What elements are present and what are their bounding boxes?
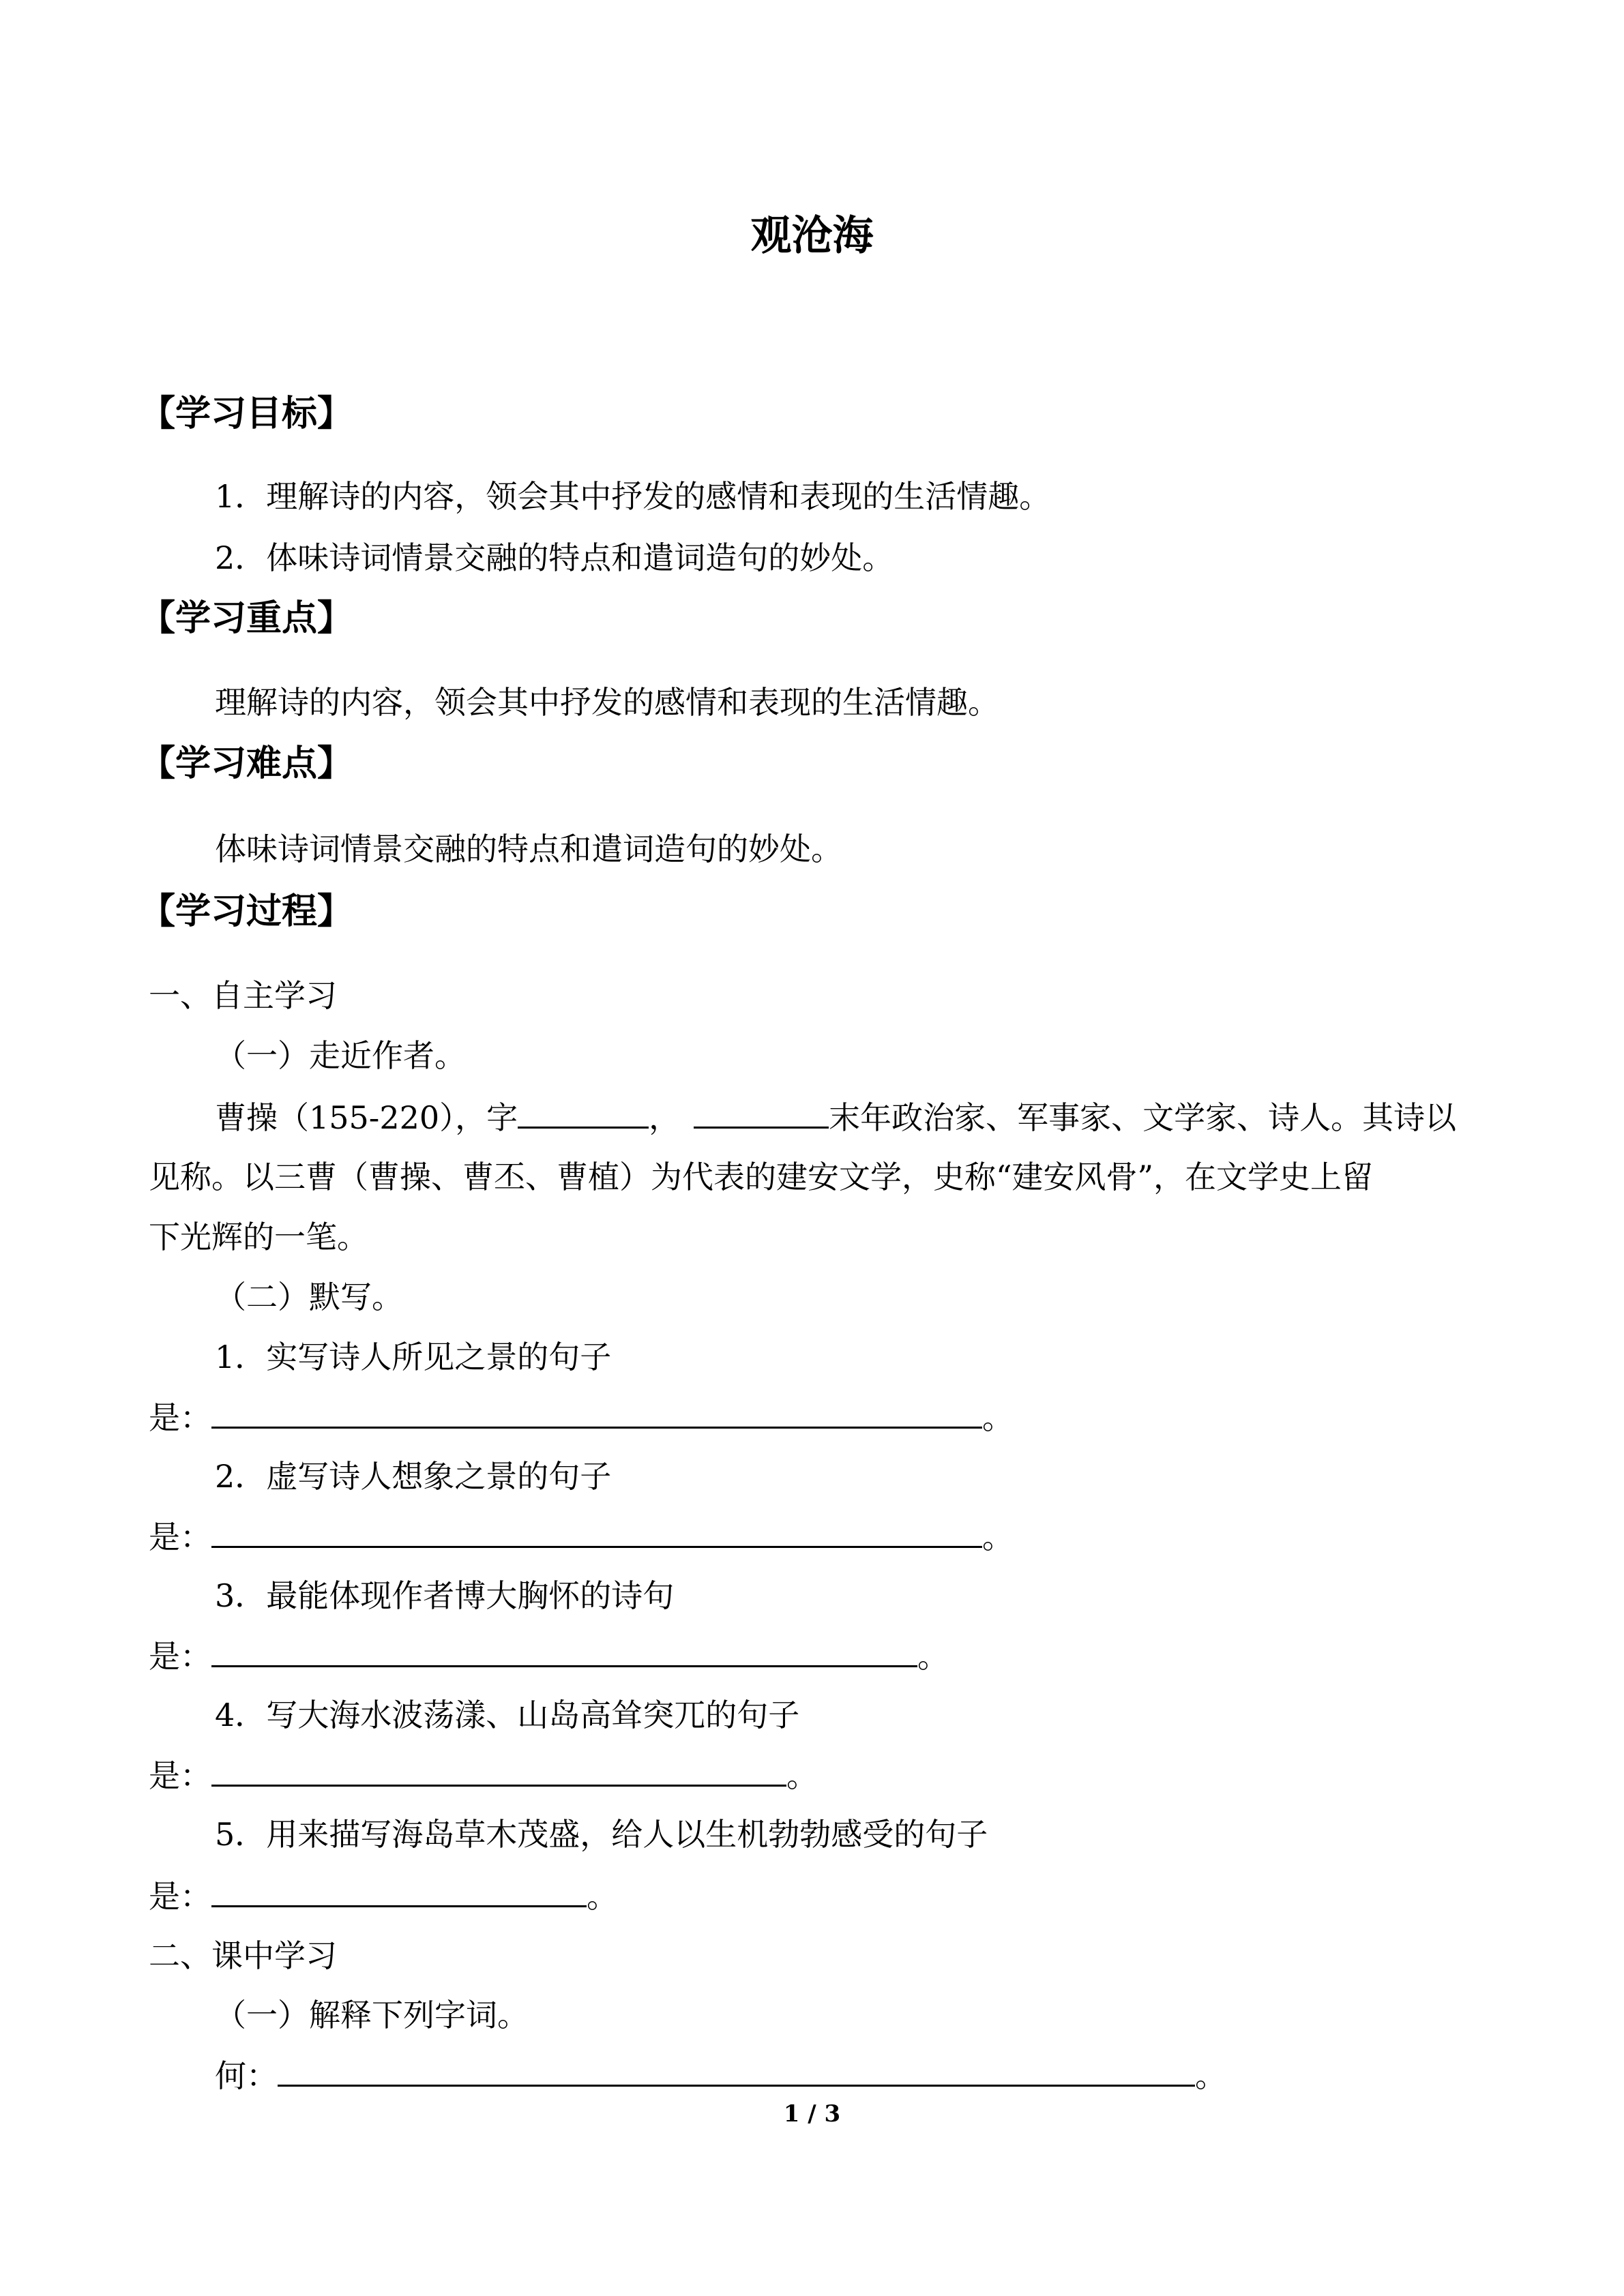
part1-sub2: （二）默写。 [215,1279,403,1315]
answer-blank-3[interactable] [211,1635,917,1667]
part1-heading: 一、自主学习 [149,977,337,1014]
key-points-text: 理解诗的内容，领会其中抒发的感情和表现的生活情趣。 [215,684,999,721]
dynasty-blank[interactable] [694,1097,829,1129]
heading-key-points: 【学习重点】 [140,598,353,639]
author-line-1-text-c: 末年政治家、军事家、文学家、诗人。其诗以 [829,1099,1457,1136]
objective-item-1: 1．理解诗的内容，领会其中抒发的感情和表现的生活情趣。 [215,478,1051,515]
word-label: 何： [215,2057,278,2094]
author-line-1 [215,1097,1456,1138]
answer-period: 。 [982,1519,1014,1555]
question-4: 4．写大海水波荡漾、山岛高耸突兀的句子 [215,1697,800,1733]
answer-blank-5[interactable] [211,1875,587,1907]
answer-period: 。 [982,1399,1014,1436]
courtesy-name-blank[interactable] [518,1097,649,1129]
heading-process: 【学习过程】 [140,891,353,932]
answer-line-5 [149,1875,618,1917]
part2-heading: 二、课中学习 [149,1937,337,1974]
word-line-1 [215,2055,1226,2096]
answer-prefix: 是： [149,1638,211,1675]
answer-line-4 [149,1755,818,1796]
author-line-3: 下光辉的一笔。 [149,1219,368,1255]
author-line-1-text-b: ， [649,1099,681,1136]
answer-period: 。 [917,1638,949,1675]
answer-prefix: 是： [149,1757,211,1794]
answer-period: 。 [1195,2057,1226,2094]
page-number: 1 / 3 [783,2100,841,2128]
answer-period: 。 [587,1878,618,1915]
question-2: 2．虚写诗人想象之景的句子 [215,1458,612,1495]
word-blank-1[interactable] [278,2055,1195,2087]
answer-line-1 [149,1397,1014,1438]
answer-blank-4[interactable] [211,1755,786,1787]
difficulties-text: 体味诗词情景交融的特点和遣词造句的妙处。 [215,831,842,867]
question-5: 5．用来描写海岛草木茂盛，给人以生机勃勃感受的句子 [215,1816,988,1853]
objective-item-2: 2．体味诗词情景交融的特点和遣词造句的妙处。 [215,539,894,576]
question-3: 3．最能体现作者博大胸怀的诗句 [215,1577,675,1614]
part2-sub1: （一）解释下列字词。 [215,1997,529,2033]
answer-prefix: 是： [149,1878,211,1915]
answer-period: 。 [786,1757,818,1794]
author-line-2: 见称。以三曹（曹操、曹丕、曹植）为代表的建安文学，史称“建安风骨”，在文学史上留 [149,1159,1374,1195]
answer-prefix: 是： [149,1399,211,1436]
part1-sub1: （一）走近作者。 [215,1037,466,1074]
document-title: 观沧海 [750,212,874,260]
heading-objectives: 【学习目标】 [140,393,353,434]
answer-prefix: 是： [149,1519,211,1555]
answer-blank-1[interactable] [211,1397,982,1429]
answer-line-3 [149,1635,949,1677]
author-line-1-text-a: 曹操（155-220），字 [215,1099,518,1136]
answer-blank-2[interactable] [211,1516,982,1548]
answer-line-2 [149,1516,1014,1557]
heading-difficulties: 【学习难点】 [140,743,353,784]
question-1: 1．实写诗人所见之景的句子 [215,1339,612,1375]
